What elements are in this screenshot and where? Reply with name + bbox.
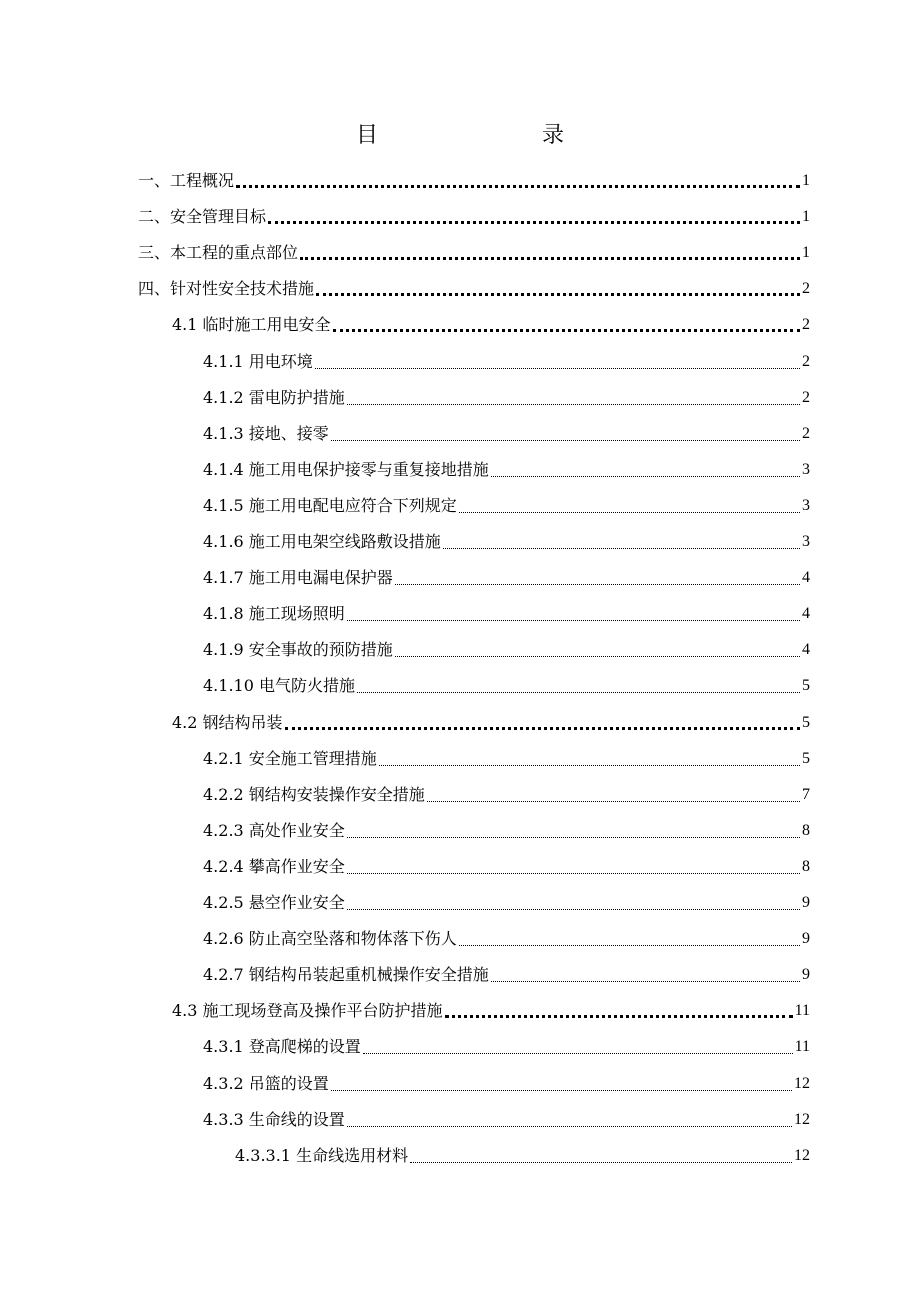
toc-dot-leader <box>347 394 800 405</box>
toc-dot-leader <box>285 717 800 730</box>
toc-entry[interactable] <box>172 709 810 733</box>
toc-entry-label: 4.2 钢结构吊装 <box>172 713 283 732</box>
toc-entry-label: 4.3.3 生命线的设置 <box>203 1110 345 1129</box>
toc-entry[interactable] <box>203 348 810 372</box>
toc-dot-leader <box>300 247 800 260</box>
toc-entry-page-number: 5 <box>802 750 810 767</box>
toc-entry-label: 4.3 施工现场登高及操作平台防护措施 <box>172 1001 443 1020</box>
toc-entry-page-number: 9 <box>802 894 810 911</box>
toc-entry-page-number: 3 <box>802 461 810 478</box>
toc-entry[interactable] <box>203 564 810 588</box>
toc-entry-label: 4.2.5 悬空作业安全 <box>203 893 345 912</box>
toc-entry-label: 一、工程概况 <box>138 171 235 190</box>
toc-dot-leader <box>379 755 800 766</box>
toc-entry[interactable] <box>203 745 810 769</box>
toc-entry-label: 4.2.6 防止高空坠落和物体落下伤人 <box>203 929 457 948</box>
toc-entry-page-number: 1 <box>802 244 810 261</box>
toc-entry[interactable] <box>138 203 810 227</box>
toc-entry-page-number: 3 <box>802 497 810 514</box>
toc-dot-leader <box>347 1116 792 1127</box>
toc-entry-label: 4.1.7 施工用电漏电保护器 <box>203 568 393 587</box>
toc-entry[interactable] <box>203 961 810 985</box>
toc-entry-label: 4.3.3.1 生命线选用材料 <box>235 1146 409 1165</box>
toc-entry-label: 4.3.2 吊篮的设置 <box>203 1074 329 1093</box>
toc-dot-leader <box>395 646 800 657</box>
toc-entry-page-number: 11 <box>794 1002 810 1019</box>
toc-entry-label: 4.3.1 登高爬梯的设置 <box>203 1037 361 1056</box>
toc-dot-leader <box>443 538 800 549</box>
toc-entry[interactable] <box>203 384 810 408</box>
toc-dot-leader <box>347 899 800 910</box>
toc-entry[interactable] <box>203 600 810 624</box>
toc-dot-leader <box>347 863 800 874</box>
page-title: 目 录 <box>355 123 604 148</box>
toc-entry[interactable] <box>138 167 810 191</box>
toc-entry-label: 4.1.1 用电环境 <box>203 352 313 371</box>
toc-dot-leader <box>347 610 800 621</box>
toc-entry[interactable] <box>203 1070 810 1094</box>
toc-entry-label: 4.1.2 雷电防护措施 <box>203 388 345 407</box>
toc-dot-leader <box>427 791 800 802</box>
toc-dot-leader <box>459 502 800 513</box>
toc-entry-page-number: 1 <box>802 172 810 189</box>
toc-entry-label: 4.1.4 施工用电保护接零与重复接地措施 <box>203 460 489 479</box>
toc-entry[interactable] <box>172 311 810 335</box>
toc-entry[interactable] <box>203 781 810 805</box>
toc-entry-label: 4.1.10 电气防火措施 <box>203 676 355 695</box>
toc-dot-leader <box>491 466 800 477</box>
toc-dot-leader <box>363 1043 793 1054</box>
toc-entry[interactable] <box>203 636 810 660</box>
toc-dot-leader <box>395 574 800 585</box>
toc-entry-label: 4.1 临时施工用电安全 <box>172 315 331 334</box>
toc-entry-page-number: 8 <box>802 822 810 839</box>
toc-entry-label: 4.2.3 高处作业安全 <box>203 821 345 840</box>
toc-entry-label: 三、本工程的重点部位 <box>138 243 299 262</box>
toc-entry-label: 二、安全管理目标 <box>138 207 267 226</box>
toc-entry-page-number: 1 <box>802 208 810 225</box>
toc-entry-page-number: 4 <box>802 641 810 658</box>
toc-dot-leader <box>333 319 800 332</box>
toc-dot-leader <box>410 1152 792 1163</box>
toc-entry-page-number: 12 <box>794 1111 810 1128</box>
toc-entry-page-number: 4 <box>802 569 810 586</box>
toc-entry-label: 4.2.2 钢结构安装操作安全措施 <box>203 785 425 804</box>
toc-entry[interactable] <box>138 275 810 299</box>
toc-entry-label: 4.2.1 安全施工管理措施 <box>203 749 377 768</box>
toc-entry[interactable] <box>203 672 810 696</box>
toc-entry-label: 4.1.8 施工现场照明 <box>203 604 345 623</box>
toc-entry-page-number: 2 <box>802 316 810 333</box>
toc-entry[interactable] <box>203 925 810 949</box>
toc-dot-leader <box>491 971 800 982</box>
toc-entry-page-number: 5 <box>802 714 810 731</box>
toc-entry-page-number: 2 <box>802 425 810 442</box>
toc-entry-page-number: 12 <box>794 1075 810 1092</box>
toc-entry-label: 4.2.7 钢结构吊装起重机械操作安全措施 <box>203 965 489 984</box>
toc-dot-leader <box>315 358 800 369</box>
toc-entry-page-number: 5 <box>802 677 810 694</box>
toc-entry[interactable] <box>203 817 810 841</box>
toc-entry[interactable] <box>203 456 810 480</box>
toc-entry[interactable] <box>203 492 810 516</box>
toc-entry-page-number: 2 <box>802 280 810 297</box>
toc-entry-page-number: 9 <box>802 930 810 947</box>
toc-entry-page-number: 9 <box>802 966 810 983</box>
toc-entry[interactable] <box>203 853 810 877</box>
toc-entry-label: 4.2.4 攀高作业安全 <box>203 857 345 876</box>
toc-entry-page-number: 4 <box>802 605 810 622</box>
toc-dot-leader <box>268 211 800 224</box>
toc-entry-label: 4.1.9 安全事故的预防措施 <box>203 640 393 659</box>
toc-entry-page-number: 11 <box>794 1038 810 1055</box>
toc-entry-page-number: 2 <box>802 353 810 370</box>
toc-dot-leader <box>459 935 800 946</box>
toc-entry[interactable] <box>203 420 810 444</box>
toc-entry[interactable] <box>203 528 810 552</box>
toc-entry[interactable] <box>203 889 810 913</box>
toc-dot-leader <box>347 827 800 838</box>
toc-entry[interactable] <box>172 997 810 1021</box>
toc-entry[interactable] <box>235 1142 810 1166</box>
toc-dot-leader <box>331 430 800 441</box>
toc-entry-label: 4.1.6 施工用电架空线路敷设措施 <box>203 532 441 551</box>
toc-dot-leader <box>331 1080 792 1091</box>
toc-entry[interactable] <box>138 239 810 263</box>
toc-entry-label: 4.1.3 接地、接零 <box>203 424 329 443</box>
toc-dot-leader <box>236 175 800 188</box>
toc-entry-page-number: 3 <box>802 533 810 550</box>
toc-entry-page-number: 8 <box>802 858 810 875</box>
toc-entry[interactable] <box>203 1106 810 1130</box>
toc-dot-leader <box>316 283 800 296</box>
toc-entry-page-number: 2 <box>802 389 810 406</box>
toc-dot-leader <box>357 682 800 693</box>
toc-entry-page-number: 12 <box>794 1147 810 1164</box>
toc-entry-label: 4.1.5 施工用电配电应符合下列规定 <box>203 496 457 515</box>
toc-entry[interactable] <box>203 1033 810 1057</box>
toc-entry-page-number: 7 <box>802 786 810 803</box>
toc-dot-leader <box>445 1005 793 1018</box>
toc-entry-label: 四、针对性安全技术措施 <box>138 279 315 298</box>
